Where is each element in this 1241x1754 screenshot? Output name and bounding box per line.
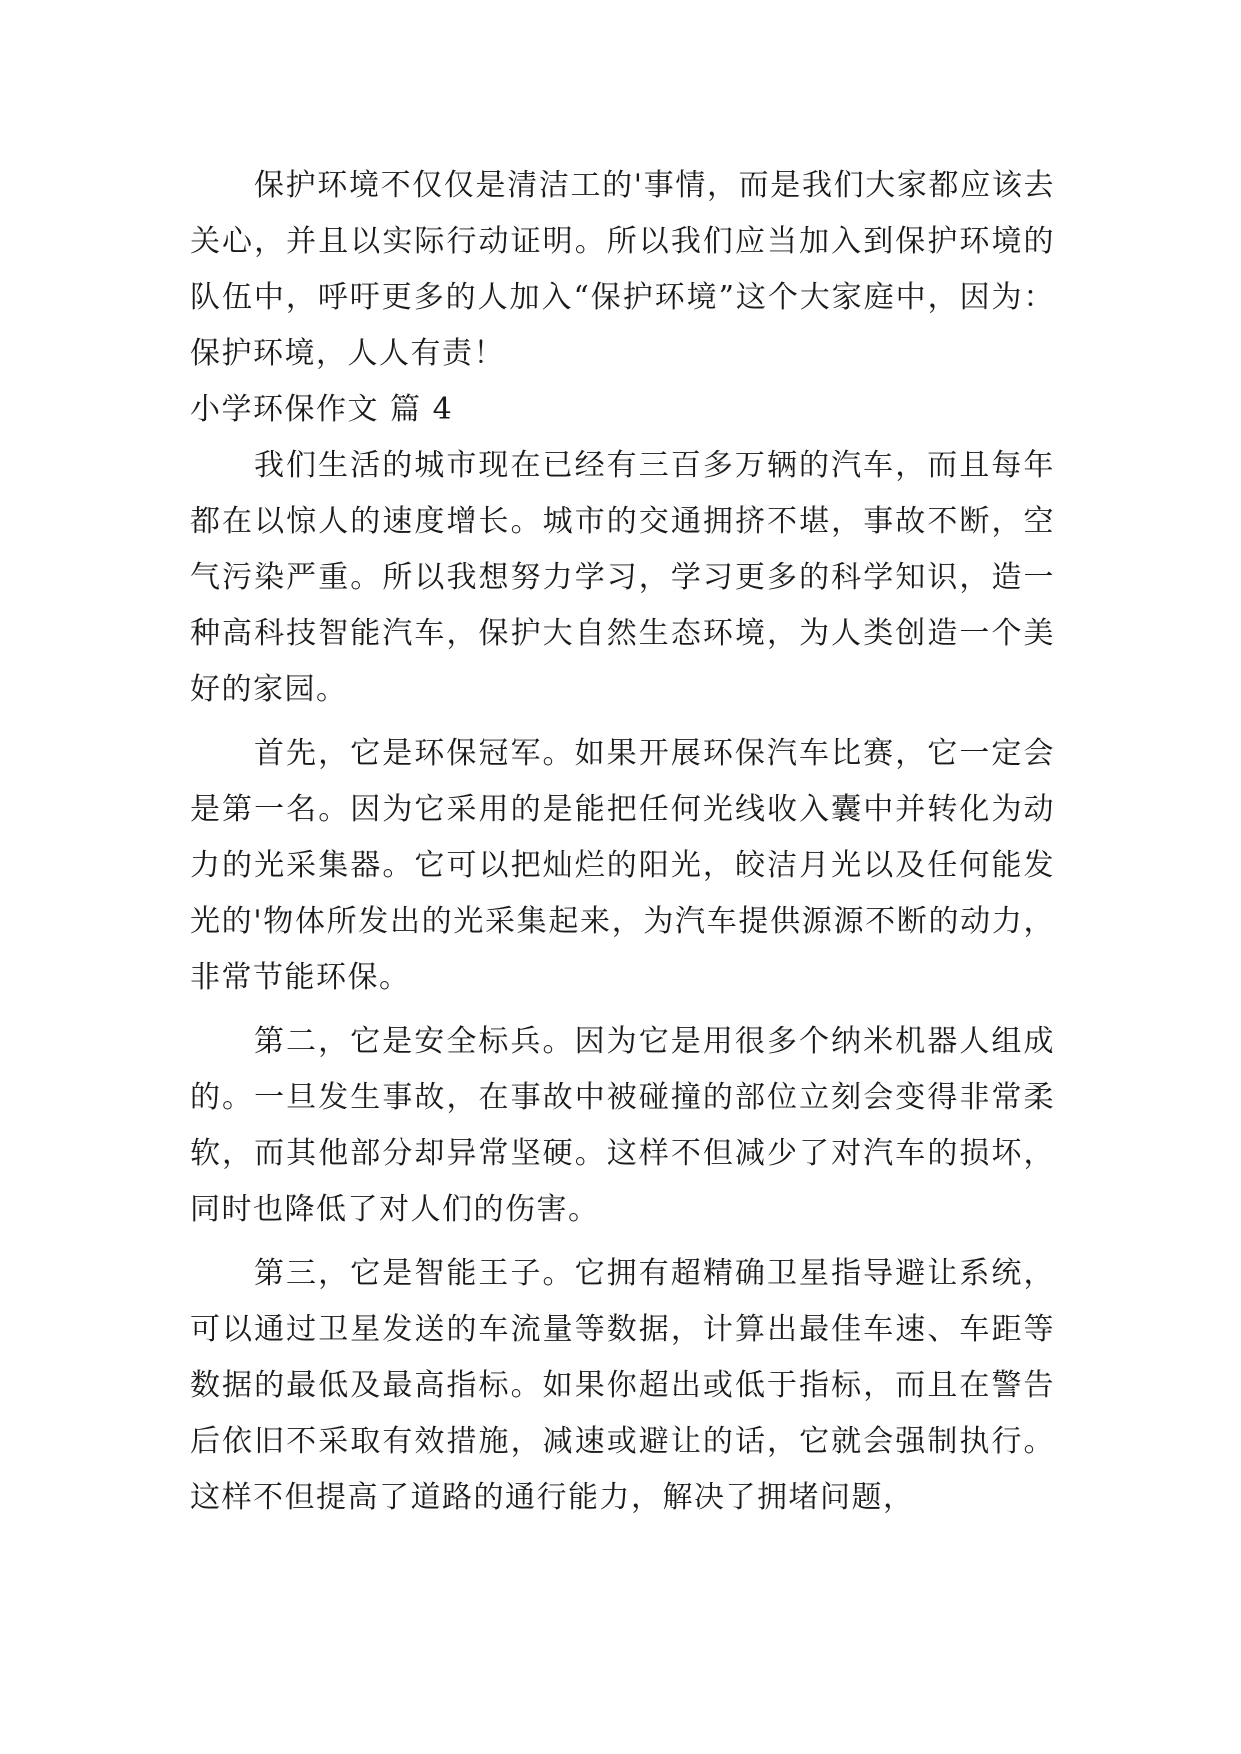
paragraph-4: 第三，它是智能王子。它拥有超精确卫星指导避让系统，可以通过卫星发送的车流量等数据，计算出最佳车速、车距等数据的最低及最高指标。如果你超出或低于指标，而且在警告后依旧不采取有效措施，减速或避让的话，它就会强制执行。这样不但提高了道路的通行能力，解决了拥堵问题， — [190, 1256, 1055, 1515]
section-heading: 小学环保作文 篇 4 — [190, 392, 454, 427]
paragraph-intro: 保护环境不仅仅是清洁工的'事情，而是我们大家都应该去关心，并且以实际行动证明。所以我们应当加入到保护环境的队伍中，呼吁更多的人加入“保护环境”这个大家庭中，因为：保护环境，人人有责！ — [190, 168, 1055, 371]
paragraph-1: 我们生活的城市现在已经有三百多万辆的汽车，而且每年都在以惊人的速度增长。城市的交通拥挤不堪，事故不断，空气污染严重。所以我想努力学习，学习更多的科学知识，造一种高科技智能汽车，保护大自然生态环境，为人类创造一个美好的家园。 — [190, 448, 1055, 707]
document-body — [190, 158, 1055, 1526]
paragraph-2: 首先，它是环保冠军。如果开展环保汽车比赛，它一定会是第一名。因为它采用的是能把任何光线收入囊中并转化为动力的光采集器。它可以把灿烂的阳光，皎洁月光以及任何能发光的'物体所发出的光采集起来，为汽车提供源源不断的动力，非常节能环保。 — [190, 736, 1055, 995]
paragraph-3: 第二，它是安全标兵。因为它是用很多个纳米机器人组成的。一旦发生事故，在事故中被碰撞的部位立刻会变得非常柔软，而其他部分却异常坚硬。这样不但减少了对汽车的损坏，同时也降低了对人们的伤害。 — [190, 1024, 1055, 1227]
